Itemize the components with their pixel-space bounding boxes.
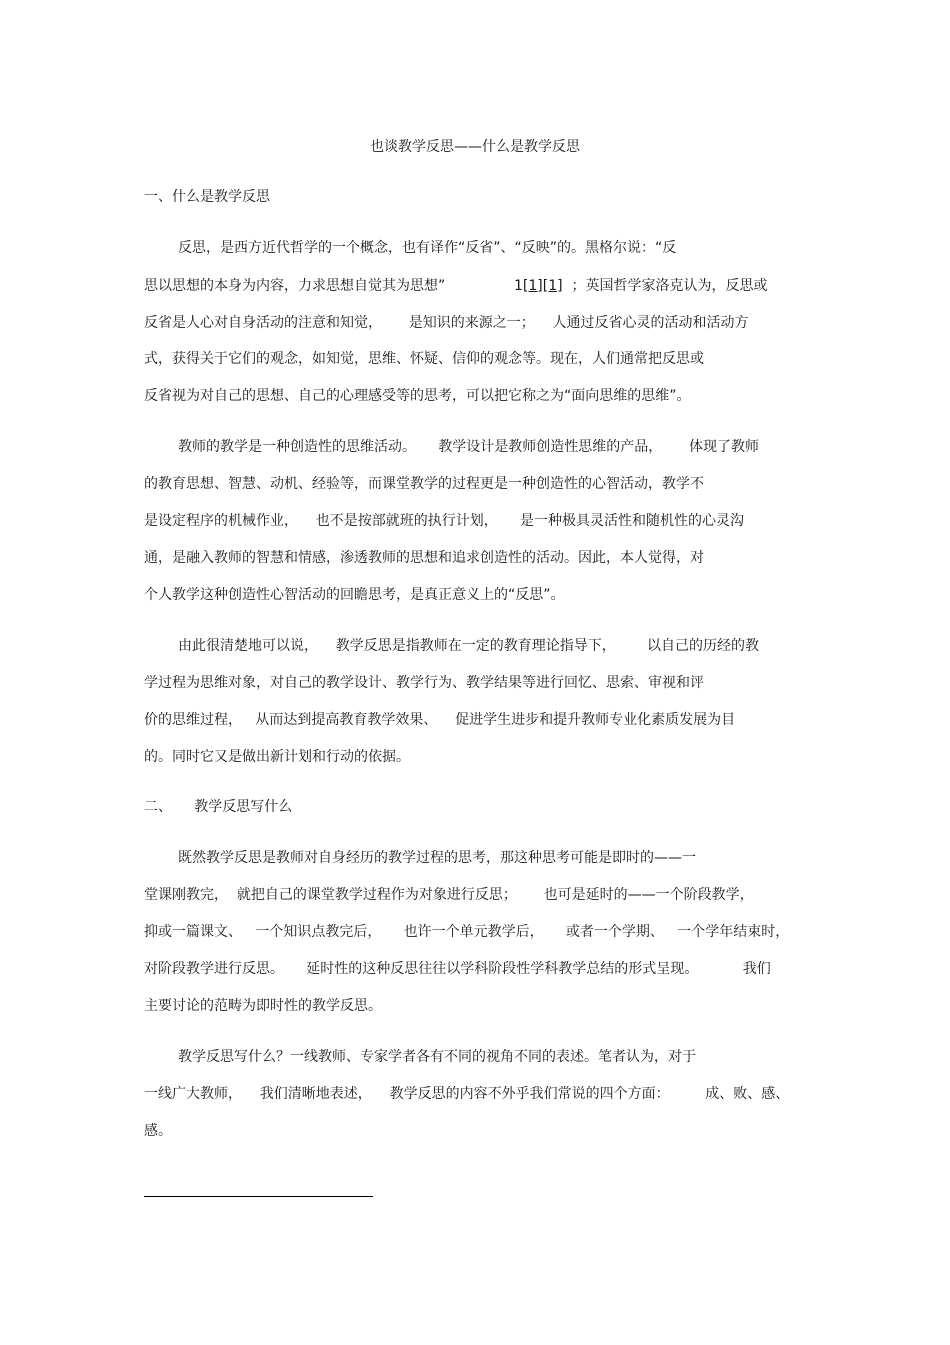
- section-heading: 二、 教学反思写什么: [144, 799, 293, 815]
- paragraph-line: 思以思想的本身为内容，力求思想自觉其为思想”: [144, 278, 446, 294]
- paragraph-line: 反省是人心对自身活动的注意和知觉， 是知识的来源之一； 人通过反省心灵的活动和活动方: [144, 315, 749, 331]
- citation-suffix: ；英国哲学家洛克认为，反思或: [562, 278, 768, 294]
- footnote-separator: [144, 1196, 373, 1197]
- paragraph-line: 一线广大教师， 我们清晰地表述， 教学反思的内容不外乎我们常说的四个方面： 成、败、感、: [144, 1086, 790, 1102]
- paragraph-line: 通，是融入教师的智慧和情感，渗透教师的思想和追求创造性的活动。因此，本人觉得，对: [144, 550, 704, 566]
- paragraph-line: 价的思维过程， 从而达到提高教育教学效果、 促进学生进步和提升教师专业化素质发展为目: [144, 712, 736, 728]
- paragraph-line: 的教育思想、智慧、动机、经验等，而课堂教学的过程更是一种创造性的心智活动，教学不: [144, 476, 704, 492]
- document-title: 也谈教学反思——什么是教学反思: [370, 139, 580, 155]
- paragraph-line: 堂课刚教完， 就把自己的课堂教学过程作为对象进行反思； 也可是延时的——一个阶段教学，: [144, 887, 754, 903]
- paragraph-line: 由此很清楚地可以说， 教学反思是指教师在一定的教育理论指导下， 以自己的历经的教: [178, 638, 759, 654]
- footnote-link[interactable]: [1][1]: [522, 278, 563, 294]
- citation-prefix: 1: [514, 278, 523, 294]
- paragraph-line: 是设定程序的机械作业， 也不是按部就班的执行计划， 是一种极具灵活性和随机性的心灵沟: [144, 513, 745, 529]
- section-heading: 一、什么是教学反思: [144, 189, 270, 205]
- paragraph-line: 个人教学这种创造性心智活动的回瞻思考，是真正意义上的“反思”。: [144, 587, 565, 603]
- paragraph-line: 抑或一篇课文、 一个知识点教完后， 也许一个单元教学后， 或者一个学期、 一个学年结束时，: [144, 924, 790, 940]
- paragraph-line: 感。: [144, 1123, 172, 1139]
- paragraph-line: 教师的教学是一种创造性的思维活动。 教学设计是教师创造性思维的产品， 体现了教师: [178, 439, 759, 455]
- paragraph-line: 学过程为思维对象，对自己的教学设计、教学行为、教学结果等进行回忆、思索、审视和评: [144, 675, 704, 691]
- paragraph-line: 的。同时它又是做出新计划和行动的依据。: [144, 749, 410, 765]
- paragraph-line: 既然教学反思是教师对自身经历的教学过程的思考，那这种思考可能是即时的——一: [178, 850, 696, 866]
- paragraph-line: 式，获得关于它们的观念，如知觉，思维、怀疑、信仰的观念等。现在，人们通常把反思或: [144, 351, 704, 367]
- paragraph-line: 反省视为对自己的思想、自己的心理感受等的思考，可以把它称之为“面向思维的思维”。: [144, 388, 691, 404]
- paragraph-line: 教学反思写什么？一线教师、专家学者各有不同的视角不同的表述。笔者认为，对于: [178, 1049, 696, 1065]
- paragraph-line: 主要讨论的范畴为即时性的教学反思。: [144, 998, 382, 1014]
- paragraph-line: 反思，是西方近代哲学的一个概念，也有译作“反省”、“反映”的。黑格尔说：“反: [178, 240, 677, 256]
- citation-reference: [514, 276, 768, 296]
- paragraph-line: 对阶段教学进行反思。 延时性的这种反思往往以学科阶段性学科教学总结的形式呈现。 我们: [144, 961, 771, 977]
